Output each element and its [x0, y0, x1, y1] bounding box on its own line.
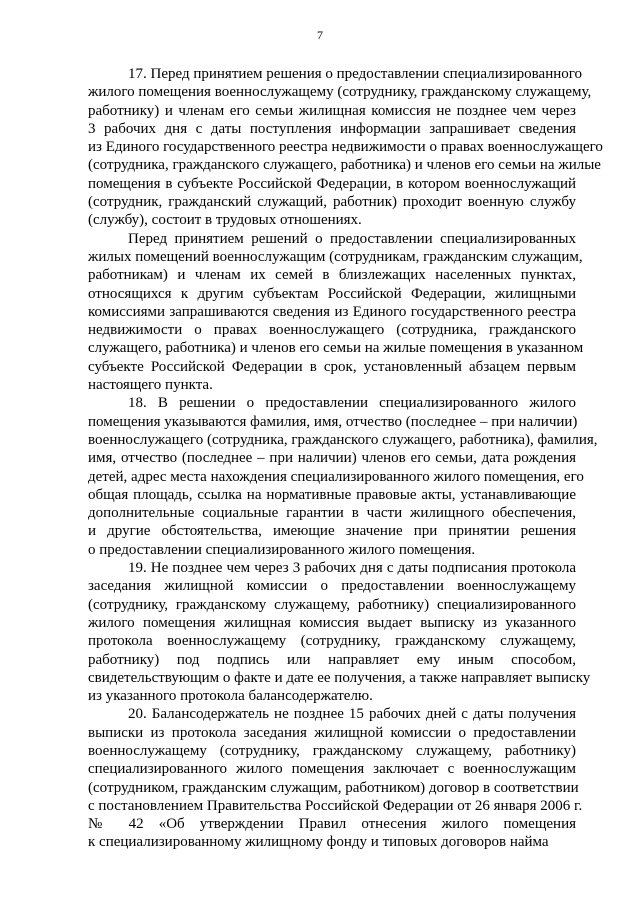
- paragraph-17: [88, 65, 603, 230]
- text-line: и другие обстоятельства, имеющие значение при принятии решения: [88, 523, 576, 540]
- text-line: военнослужащему (сотруднику, гражданскому служащему, работнику): [88, 742, 576, 759]
- text-line: протокола военнослужащему (сотруднику, гражданскому служащему,: [88, 633, 576, 650]
- text-line: дополнительные социальные гарантии в части жилищного обеспечения,: [88, 505, 576, 522]
- document-body: [88, 65, 603, 852]
- text-line: из указанного протокола балансодержателю.: [88, 688, 373, 705]
- text-line: (сотрудника, гражданского служащего, работника) и членов его семьи на жилые: [88, 157, 601, 174]
- text-line: работнику) и членам его семьи жилищная комиссия не позднее чем через: [88, 102, 576, 119]
- text-line: военнослужащего (сотрудника, гражданского служащего, работника), фамилия,: [88, 431, 598, 448]
- text-line: жилого помещения военнослужащему (сотруднику, гражданскому служащему,: [88, 84, 592, 101]
- text-line: о предоставлении специализированного жилого помещения.: [88, 541, 476, 558]
- text-line: комиссиями запрашиваются сведения из Единого государственного реестра: [88, 303, 576, 320]
- text-line: служащего, работника) и членов его семьи на жилые помещения в указанном: [88, 340, 584, 357]
- text-line: субъекте Российской Федерации в срок, установленный абзацем первым: [88, 358, 576, 375]
- text-line: недвижимости о правах военнослужащего (сотрудника, гражданского: [88, 322, 576, 339]
- text-line: 3 рабочих дня с даты поступления информации запрашивает сведения: [88, 120, 576, 137]
- text-line: детей, адрес места нахождения специализированного жилого помещения, его: [88, 468, 584, 485]
- text-line: общая площадь, ссылка на нормативные правовые акты, устанавливающие: [88, 486, 576, 503]
- text-line: 19. Не позднее чем через 3 рабочих дня с даты подписания протокола: [128, 560, 576, 577]
- text-line: (сотрудник, гражданский служащий, работник) проходит военную службу: [88, 194, 576, 211]
- text-line: из Единого государственного реестра недвижимости о правах военнослужащего: [88, 139, 603, 156]
- text-line: (сотруднику, гражданскому служащему, работнику) специализированного: [88, 596, 576, 613]
- text-line: (сотрудником, гражданским служащим, работником) договор в соответствии: [88, 779, 579, 796]
- text-line: Перед принятием решений о предоставлении специализированных: [128, 230, 576, 247]
- paragraph-17-second: [88, 230, 584, 395]
- text-line: жилого помещения жилищная комиссия выдает выписку из указанного: [88, 614, 576, 631]
- text-line: имя, отчество (последнее – при наличии) членов его семьи, дата рождения: [88, 450, 576, 467]
- text-line: относящихся к другим субъектам Российской Федерации, жилищными: [88, 285, 576, 302]
- page-number: 7: [317, 28, 323, 42]
- text-line: помещения в субъекте Российской Федерации, в котором военнослужащий: [88, 175, 576, 192]
- text-line: выписки из протокола заседания жилищной комиссии о предоставлении: [88, 724, 576, 741]
- text-line: работникам) и членам их семей в близлежащих населенных пунктах,: [88, 267, 576, 284]
- text-line: заседания жилищной комиссии о предоставлении военнослужащему: [88, 578, 576, 595]
- text-line: помещения указываются фамилия, имя, отчество (последнее – при наличии): [88, 413, 578, 430]
- text-line: (службу), состоит в трудовых отношениях.: [88, 212, 362, 229]
- text-line: с постановлением Правительства Российской Федерации от 26 января 2006 г.: [88, 797, 583, 814]
- text-line: 20. Балансодержатель не позднее 15 рабочих дней с даты получения: [128, 706, 576, 723]
- text-line: к специализированному жилищному фонду и типовых договоров найма: [88, 834, 549, 851]
- paragraph-18: [88, 394, 598, 559]
- text-line: специализированного жилого помещения заключает с военнослужащим: [88, 761, 576, 778]
- text-line: свидетельствующим о факте и дате ее получения, а также направляет выписку: [88, 669, 591, 686]
- paragraph-19: [88, 559, 591, 705]
- text-line: настоящего пункта.: [88, 377, 213, 394]
- text-line: 17. Перед принятием решения о предоставлении специализированного: [128, 66, 583, 82]
- paragraph-20: [88, 705, 583, 851]
- text-line: № 42 «Об утверждении Правил отнесения жилого помещения: [88, 816, 576, 833]
- text-line: 18. В решении о предоставлении специализированного жилого: [128, 395, 576, 412]
- text-line: жилых помещений военнослужащим (сотрудникам, гражданским служащим,: [88, 248, 583, 265]
- text-line: работнику) под подпись или направляет ему иным способом,: [88, 651, 576, 668]
